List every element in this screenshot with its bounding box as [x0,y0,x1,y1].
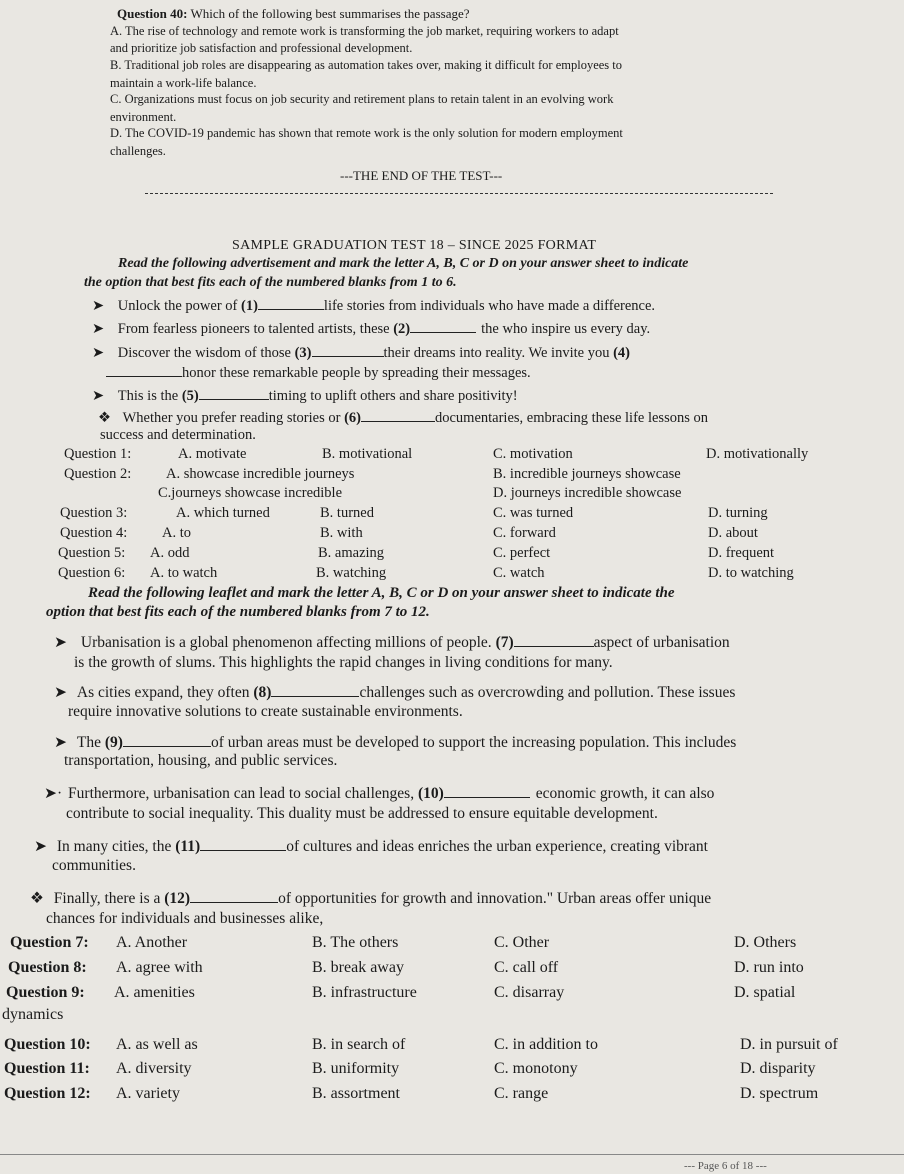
q8-option-b[interactable]: B. break away [312,959,404,976]
q1-option-a[interactable]: A. motivate [178,446,247,462]
q4-option-a[interactable]: A. to [162,525,191,541]
q4-label: Question 4: [60,525,128,541]
q11-option-d[interactable]: D. disparity [740,1060,816,1077]
q4-option-b[interactable]: B. with [320,525,363,541]
blank-8 [271,682,359,697]
q7-option-a[interactable]: A. Another [116,934,188,951]
q7-option-c[interactable]: C. Other [494,934,550,951]
q1-option-d[interactable]: D. motivationally [706,446,809,462]
q40-option-d-line1: D. The COVID-19 pandemic has shown that remote work is the only solution for modern employment [110,126,623,140]
q7-label: Question 7: [10,934,89,951]
blank-11 [200,836,286,851]
q12-option-b[interactable]: B. assortment [312,1085,400,1102]
q2-option-b[interactable]: B. incredible journeys showcase [493,466,681,482]
q5-option-b[interactable]: B. amazing [318,545,385,561]
q5-option-a[interactable]: A. odd [150,545,190,561]
footer-rule [0,1154,904,1155]
q8-option-c[interactable]: C. call off [494,959,559,976]
bullet-arrow-icon: ➤ [92,345,105,362]
blank-9 [123,732,211,747]
bullet-arrow-icon: ➤ [54,633,67,651]
q8-option-a[interactable]: A. agree with [116,959,203,976]
q10-label: Question 10: [4,1036,91,1053]
q5-option-c[interactable]: C. perfect [493,545,551,561]
q40-stem-line [117,6,470,22]
q11-label: Question 11: [4,1060,90,1077]
instructions-1-line2: the option that best fits each of the numbered blanks from 1 to 6. [84,275,457,290]
q5-option-d[interactable]: D. frequent [708,545,775,561]
ad-line-7: success and determination. [100,427,256,443]
ad-line-3: ➤ Discover the wisdom of those (3) their dreams into reality. We invite you (4) [92,343,630,362]
q2-option-c[interactable]: C.journeys showcase incredible [158,485,343,501]
end-of-test-text: ---THE END OF THE TEST--- [340,168,503,183]
ad-line-6: ❖ Whether you prefer reading stories or (6) documentaries, embracing these life lessons on [98,408,708,427]
bullet-arrow-icon: ➤ [92,298,105,315]
q9-option-d[interactable]: D. spatial [734,984,796,1001]
q1-label: Question 1: [64,446,132,462]
blank-7 [514,632,594,647]
test-title: SAMPLE GRADUATION TEST 18 – SINCE 2025 FORMAT [232,238,597,253]
separator-rule [145,193,773,194]
q40-option-c-line2: environment. [110,110,177,124]
q12-option-a[interactable]: A. variety [116,1085,180,1102]
leaflet-line-5: ➤ The (9) of urban areas must be developed to support the increasing population. This includes [54,733,737,751]
q3-option-c[interactable]: C. was turned [493,505,574,521]
q9-option-b[interactable]: B. infrastructure [312,984,417,1001]
q40-stem: Which of the following best summarises the passage? [190,6,470,21]
q11-option-c[interactable]: C. monotony [494,1060,578,1077]
leaflet-line-9: ➤ In many cities, the (11) of cultures and ideas enriches the urban experience, creating vibrant [34,837,708,855]
q6-option-a[interactable]: A. to watch [150,565,218,581]
ad-line-4: honor these remarkable people by spreading their messages. [106,363,531,382]
q2-option-a[interactable]: A. showcase incredible journeys [166,466,355,482]
bullet-arrow-icon: ➤ [54,683,67,701]
q3-label: Question 3: [60,505,128,521]
blank-4 [106,363,182,377]
q12-option-d[interactable]: D. spectrum [740,1085,819,1102]
bullet-arrow-icon: ➤ [34,837,47,855]
ad-line-2: ➤ From fearless pioneers to talented artists, these (2) the who inspire us every day. [92,319,650,338]
blank-6 [361,408,435,422]
ad-line-5: ➤ This is the (5) timing to uplift others and share positivity! [92,386,518,405]
bullet-arrow-icon: ➤ [92,388,105,405]
blank-1 [258,296,324,310]
leaflet-line-11: ❖ Finally, there is a (12) of opportunities for growth and innovation." Urban areas offer unique [30,889,712,907]
q12-label: Question 12: [4,1085,91,1102]
q4-option-d[interactable]: D. about [708,525,758,541]
instructions-2-line1: Read the following leaflet and mark the letter A, B, C or D on your answer sheet to indicate the [88,585,675,601]
q40-option-a-line2: and prioritize job satisfaction and professional development. [110,41,413,55]
q40-label: Question 40: [117,6,188,21]
q8-label: Question 8: [8,959,87,976]
q9-option-a[interactable]: A. amenities [114,984,195,1001]
bullet-arrow-icon: ➤· [44,784,63,802]
q10-option-d[interactable]: D. in pursuit of [740,1036,838,1053]
blank-2 [410,319,476,333]
q5-label: Question 5: [58,545,126,561]
q3-option-a[interactable]: A. which turned [176,505,270,521]
leaflet-line-6: transportation, housing, and public services. [64,752,338,769]
leaflet-line-7: ➤· Furthermore, urbanisation can lead to social challenges, (10) economic growth, it can also [44,784,715,802]
leaflet-line-12: chances for individuals and businesses alike, [46,910,324,927]
q1-option-c[interactable]: C. motivation [493,446,573,462]
blank-12 [190,888,278,903]
q4-option-c[interactable]: C. forward [493,525,556,541]
q40-option-b-line1: B. Traditional job roles are disappearing as automation takes over, making it difficult for employees to [110,58,623,72]
instructions-1-line1: Read the following advertisement and mark the letter A, B, C or D on your answer sheet to indicate [118,256,689,271]
leaflet-line-10: communities. [52,857,136,874]
q12-option-c[interactable]: C. range [494,1085,549,1102]
q7-option-b[interactable]: B. The others [312,934,399,951]
q2-option-d[interactable]: D. journeys incredible showcase [493,485,682,501]
page-number: --- Page 6 of 18 --- [684,1160,767,1172]
q9-option-c[interactable]: C. disarray [494,984,565,1001]
leaflet-line-8: contribute to social inequality. This duality must be addressed to ensure equitable development. [66,805,658,822]
q10-option-a[interactable]: A. as well as [116,1036,198,1053]
bullet-arrow-icon: ➤ [54,733,67,751]
q40-option-c-line1: C. Organizations must focus on job security and retirement plans to retain talent in an evolving work [110,92,614,106]
q2-label: Question 2: [64,466,132,482]
bullet-arrow-icon: ➤ [92,321,105,338]
q6-option-d[interactable]: D. to watching [708,565,794,581]
q6-label: Question 6: [58,565,126,581]
instructions-2-line2: option that best fits each of the numbered blanks from 7 to 12. [46,604,430,620]
q40-option-a-line1: A. The rise of technology and remote work is transforming the job market, requiring workers to adapt [110,24,619,38]
q40-option-d-line2: challenges. [110,144,166,158]
q11-option-b[interactable]: B. uniformity [312,1060,400,1077]
ad-line-1: ➤ Unlock the power of (1) life stories from individuals who have made a difference. [92,296,655,315]
leaflet-line-2: is the growth of slums. This highlights the rapid changes in living conditions for many. [74,654,613,671]
q1-option-b[interactable]: B. motivational [322,446,413,462]
bullet-diamond-icon: ❖ [98,410,111,427]
q9-option-d-wrap: dynamics [2,1006,64,1023]
q7-option-d[interactable]: D. Others [734,934,797,951]
q6-option-b[interactable]: B. watching [316,565,387,581]
q3-option-d[interactable]: D. turning [708,505,768,521]
bullet-diamond-icon: ❖ [30,889,44,907]
blank-3 [312,343,384,357]
blank-10 [444,783,530,798]
q3-option-b[interactable]: B. turned [320,505,374,521]
leaflet-line-4: require innovative solutions to create sustainable environments. [68,703,463,720]
leaflet-line-3: ➤ As cities expand, they often (8) challenges such as overcrowding and pollution. These issues [54,683,736,701]
q40-option-b-line2: maintain a work-life balance. [110,76,257,90]
q8-option-d[interactable]: D. run into [734,959,804,976]
q11-option-a[interactable]: A. diversity [116,1060,192,1077]
q10-option-b[interactable]: B. in search of [312,1036,406,1053]
q9-label: Question 9: [6,984,85,1001]
q10-option-c[interactable]: C. in addition to [494,1036,598,1053]
blank-5 [199,386,269,400]
leaflet-line-1: ➤ Urbanisation is a global phenomenon affecting millions of people. (7) aspect of urbanisation [54,633,730,651]
q6-option-c[interactable]: C. watch [493,565,545,581]
